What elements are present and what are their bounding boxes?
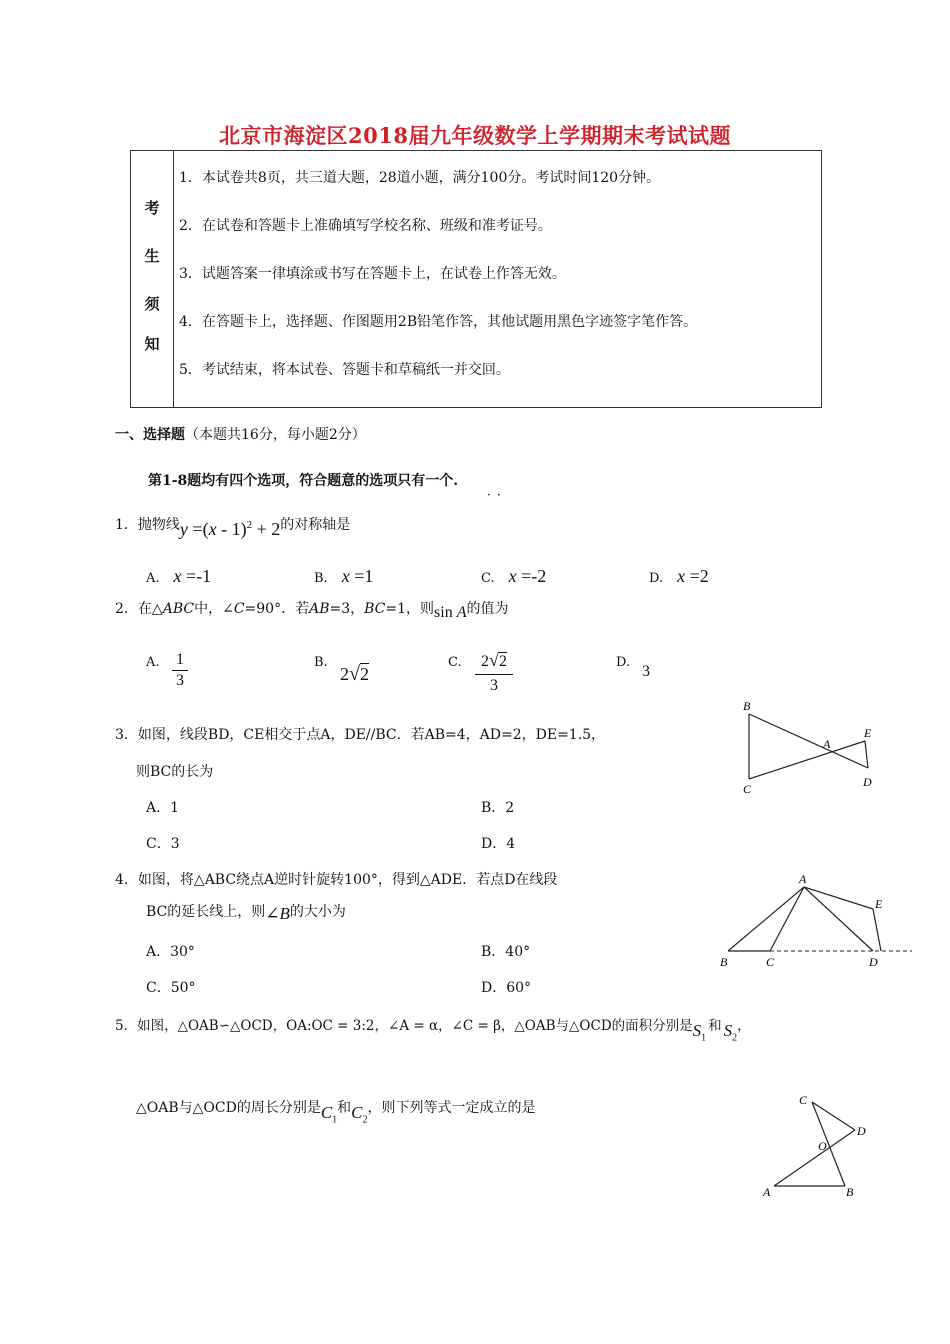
q4-option-a: A．30° [146,944,195,960]
segment-de [865,741,868,768]
exam-notice-box [130,150,822,408]
notice-label-char: 生 [144,247,160,265]
segment-ed [873,909,881,951]
notice-label-char: 考 [144,199,160,217]
notice-label [131,151,174,407]
q2-option-a: A. [146,655,160,670]
label-d: D [857,1124,866,1138]
q2-option-b: B. [314,655,328,670]
q2-option-b-value: 2√2 [340,663,369,685]
q1-option-a: A. x =-1 [146,566,212,586]
q5-figure [755,1085,885,1205]
notice-item: 5．考试结束，将本试卷、答题卡和草稿纸一并交回。 [179,362,510,378]
section-heading [115,424,366,444]
label-a: A [799,872,807,886]
segment-ce [749,741,865,779]
q3-option-c: C．3 [146,836,180,852]
label-b: B [720,955,728,969]
q3-option-d: D．4 [481,836,516,852]
q1-option-c: C. x =-2 [481,566,547,586]
notice-label-char: 知 [144,335,160,353]
question-5: 5．如图，△OAB∽△OCD，OA:OC = 3:2，∠A = α，∠C = β，△OAB与△OCD的面积分别是$S_1$和 $S_2$， [115,1018,751,1044]
emphasis-dots: ·· [487,488,507,502]
section-note: （本题共16分，每小题2分） [185,427,366,443]
section-instruction: 第1-8题均有四个选项，符合题意的选项只有一个. [148,473,459,489]
q2-option-d-value: 3 [642,663,650,680]
q4-figure [710,868,920,978]
question-3-line2: 则BC的长为 [136,764,214,780]
segment-ab [728,887,804,951]
label-c: C [799,1093,808,1107]
question-1 [115,513,351,539]
q1-option-b: B. x =1 [314,566,374,586]
label-o: O [818,1139,827,1153]
notice-item: 4．在答题卡上，选择题、作图题用2B铅笔作答，其他试题用黑色字迹签字笔作答。 [179,314,698,330]
label-e: E [875,897,883,911]
notice-label-char: 须 [144,295,160,313]
question-3: 3．如图，线段BD，CE相交于点A，DE//BC．若AB=4，AD=2，DE=1.5， [115,727,606,743]
question-4: 4．如图，将△ABC绕点A逆时针旋转100°，得到△ADE．若点D在线段 [115,872,558,888]
segment-cb [812,1102,845,1186]
q2-option-c-value: 2√2 3 [475,648,513,697]
q4-option-b: B．40° [481,944,531,960]
label-a: A [823,737,831,751]
label-a: A [763,1185,771,1199]
page-title: 北京市海淀区2018届九年级数学上学期期末考试试题 [219,123,731,148]
notice-item: 1．本试卷共8页，共三道大题，28道小题，满分100分。考试时间120分钟。 [179,170,661,186]
q4-option-c: C．50° [146,980,196,996]
q4-option-d: D．60° [481,980,532,996]
label-e: E [864,726,872,740]
segment-ad [804,887,873,951]
notice-item: 3．试题答案一律填涂或书写在答题卡上，在试卷上作答无效。 [179,266,566,282]
question-5-line2: △OAB与△OCD的周长分别是$C_1$和$C_2$，则下列等式一定成立的是 [136,1100,536,1126]
label-c: C [766,955,775,969]
q1-text-post: 的对称轴是 [280,517,351,533]
q1-text-pre: 抛物线 [137,517,180,533]
q1-equation: y =(x - 1)$^2$ + 2 [179,519,281,539]
segment-ae [804,887,873,909]
q3-figure [735,695,895,805]
question-2: 2．在△ABC中，∠C=90°．若AB=3，BC=1，则sin A的值为 [115,601,509,621]
segment-cd [812,1102,855,1130]
q3-option-b: B．2 [481,800,515,816]
question-number: 1． [115,517,138,533]
segment-da [774,1130,855,1186]
q2-option-d: D. [616,655,631,670]
label-d: D [869,955,878,969]
q2-option-c: C. [448,655,462,670]
q2-expression: sin A [434,604,467,621]
label-b: B [743,699,751,713]
label-c: C [743,782,752,796]
q3-option-a: A．1 [146,800,180,816]
label-d: D [863,775,872,789]
q1-option-d: D. x =2 [649,566,709,586]
q2-option-a-value: 1 3 [172,650,188,691]
label-b: B [846,1185,854,1199]
question-4-line2: BC的延长线上，则∠B的大小为 [146,904,346,923]
section-title: 一、选择题 [115,427,185,443]
notice-item: 2．在试卷和答题卡上准确填写学校名称、班级和准考证号。 [179,218,552,234]
segment-ac [770,887,804,951]
